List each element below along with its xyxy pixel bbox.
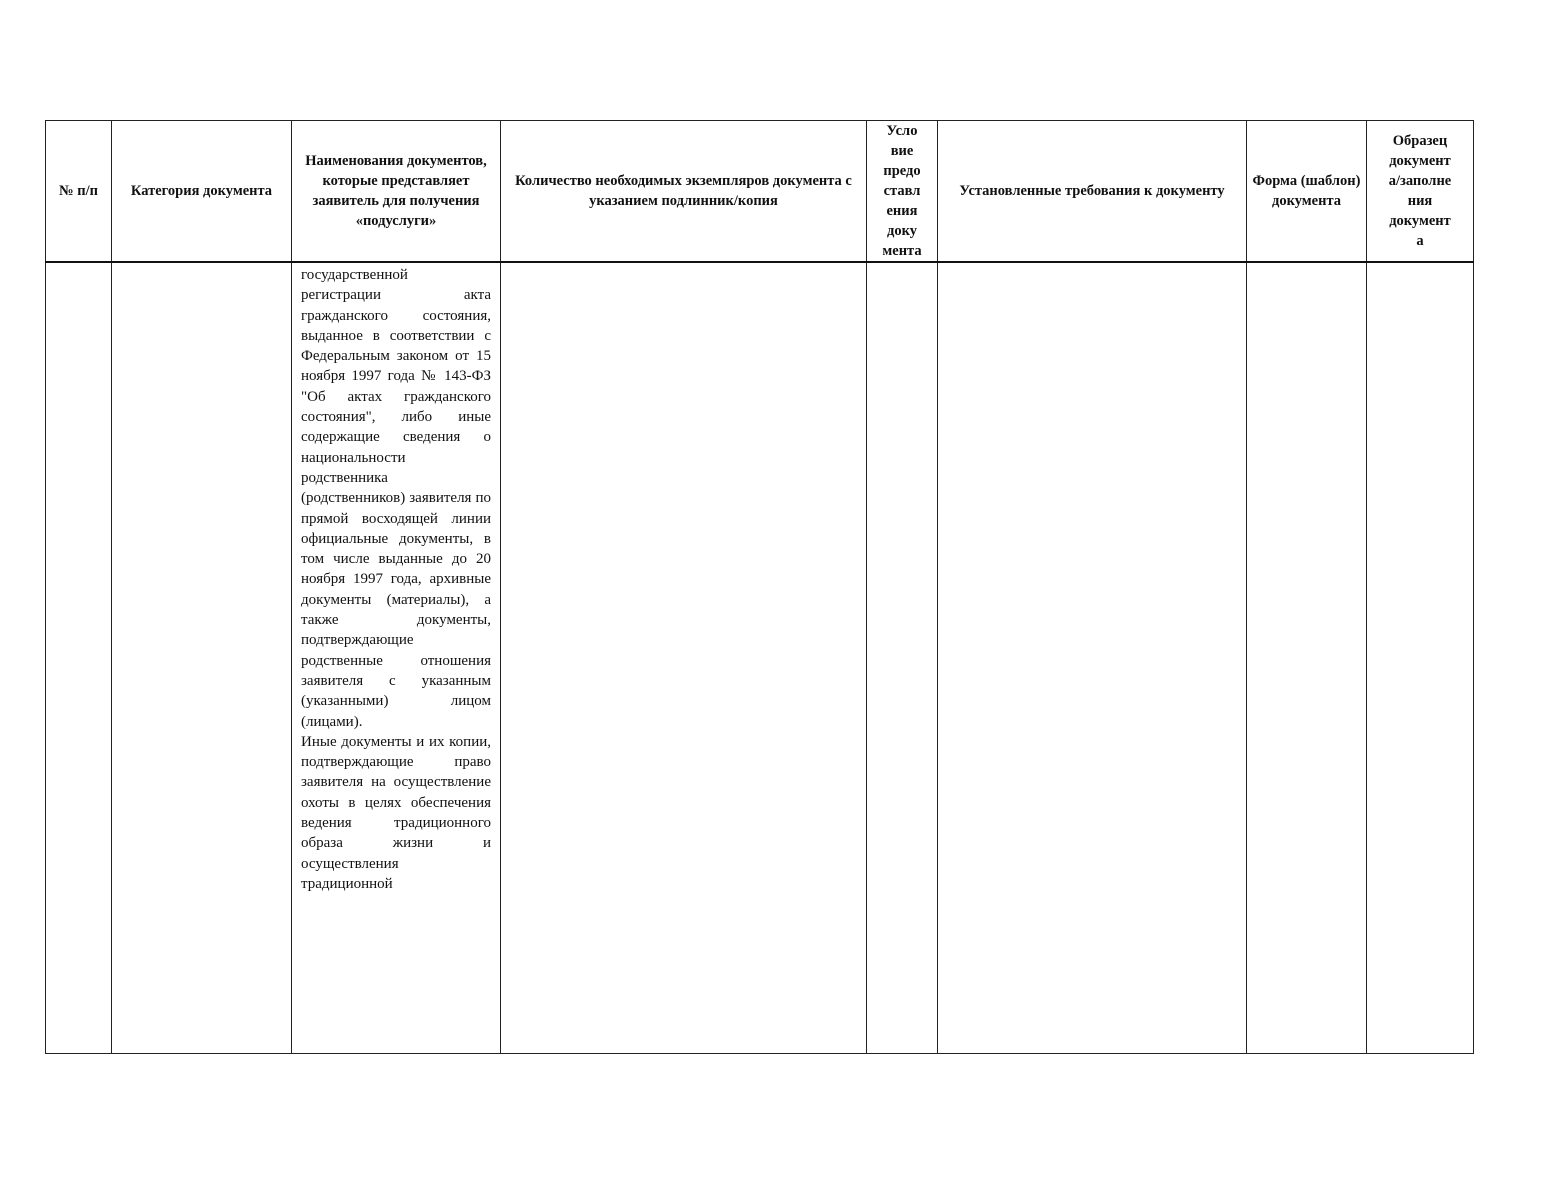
cell-category — [112, 262, 292, 1054]
cell-document-names — [292, 262, 501, 1054]
cell-quantity — [501, 262, 867, 1054]
cell-form — [1247, 262, 1367, 1054]
header-category: Категория документа — [112, 121, 292, 263]
header-requirements: Установленные требования к документу — [938, 121, 1247, 263]
document-names-paragraph: государственной регистрации акта гражданского состояния, выданное в соответствии с Федеральным законом от 15 ноября 1997 года № 143-ФЗ "Об актах гражданского состояния", либо иные содержащие сведения о национальности родственника (родственников) заявителя по прямой восходящей линии официальные документы, в том числе выданные до 20 ноября 1997 года, архивные документы (материалы), а также документы, подтверждающие родственные отношения заявителя с указанным (указанными) лицом (лицами). — [301, 267, 491, 730]
cell-condition — [867, 262, 938, 1054]
header-quantity: Количество необходимых экземпляров документа с указанием подлинник/копия — [501, 121, 867, 263]
table-row — [46, 262, 1474, 1054]
header-condition: Усло вие предо ставл ения доку мента — [867, 121, 938, 263]
header-number: № п/п — [46, 121, 112, 263]
table-header-row — [46, 121, 1474, 263]
header-form: Форма (шаблон) документа — [1247, 121, 1367, 263]
cell-requirements — [938, 262, 1247, 1054]
cell-number — [46, 262, 112, 1054]
header-sample: Образец документ а/заполне ния документ а — [1367, 121, 1474, 263]
cell-sample — [1367, 262, 1474, 1054]
header-document-names: Наименования документов, которые представляет заявитель для получения «подуслуги» — [292, 121, 501, 263]
documents-table — [45, 120, 1474, 1054]
document-names-text — [292, 263, 500, 894]
document-names-paragraph: Иные документы и их копии, подтверждающие право заявителя на осуществление охоты в целях обеспечения ведения традиционного образа жизни и осуществления традиционной — [301, 733, 491, 892]
